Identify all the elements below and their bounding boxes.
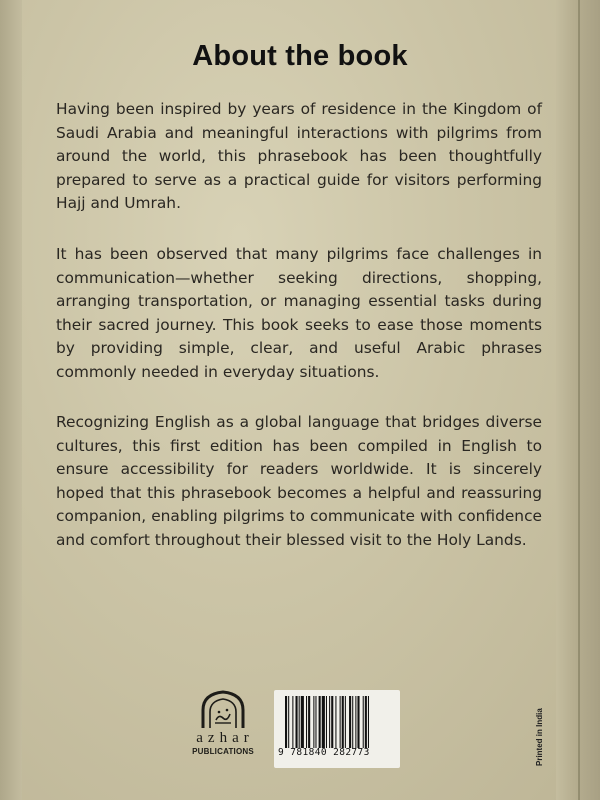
arch-logo-icon <box>199 690 247 730</box>
barcode-bar <box>308 696 310 748</box>
publisher-subtitle: PUBLICATIONS <box>192 747 254 756</box>
spine-fold-line <box>578 0 580 800</box>
barcode-bar <box>299 696 300 748</box>
barcode-bar <box>355 696 356 748</box>
paragraph-2: It has been observed that many pilgrims face challenges in communication—whether seeking directions, shopping, arranging transportation, or managing essential tasks during their sacred journey. This book seeks to ease those moments by providing simple, clear, and useful Arabic phrases commonly needed in everyday situations. <box>56 245 542 381</box>
barcode-bar <box>363 696 364 748</box>
page-title: About the book <box>192 40 408 72</box>
barcode-bar <box>357 696 359 748</box>
barcode-bar <box>313 696 314 748</box>
barcode-bar <box>322 696 325 748</box>
printed-in-note: Printed in India <box>535 708 544 766</box>
barcode-bar <box>326 696 327 748</box>
barcode-bar <box>365 696 367 748</box>
barcode-bar <box>368 696 369 748</box>
barcode-bar <box>296 696 298 748</box>
barcode-bar <box>306 696 307 748</box>
paragraph-3: Recognizing English as a global language that bridges diverse cultures, this first edition has been compiled in English to ensure accessibility for readers worldwide. It is sincerely hoped that this phrasebook becomes a helpful and reassuring companion, enabling pilgrims to communicate with confidence and comfort throughout their blessed visit to the Holy Lands. <box>56 413 542 549</box>
barcode-bar <box>340 696 341 748</box>
barcode-number: 9 781840 282773 <box>278 747 370 758</box>
publisher-logo <box>183 690 263 770</box>
barcode-bar <box>349 696 351 748</box>
barcode-bar <box>292 696 293 748</box>
isbn-barcode <box>274 690 400 768</box>
cover-left-edge <box>0 0 22 800</box>
barcode-bar <box>342 696 344 748</box>
barcode-bar <box>285 696 287 748</box>
barcode-bar <box>288 696 289 748</box>
publisher-name: azhar <box>196 730 254 746</box>
barcode-bar <box>352 696 353 748</box>
paragraph-1: Having been inspired by years of residence in the Kingdom of Saudi Arabia and meaningful interactions with pilgrims from around the world, this phrasebook has been thoughtfully prepared to serve as a practical guide for visitors performing Hajj and Umrah. <box>56 100 542 212</box>
barcode-bar <box>319 696 321 748</box>
barcode-bars <box>284 696 394 748</box>
barcode-bar <box>329 696 330 748</box>
barcode-bar <box>331 696 333 748</box>
barcode-bar <box>315 696 316 748</box>
barcode-bar <box>345 696 346 748</box>
barcode-bar <box>301 696 304 748</box>
barcode-bar <box>335 696 336 748</box>
